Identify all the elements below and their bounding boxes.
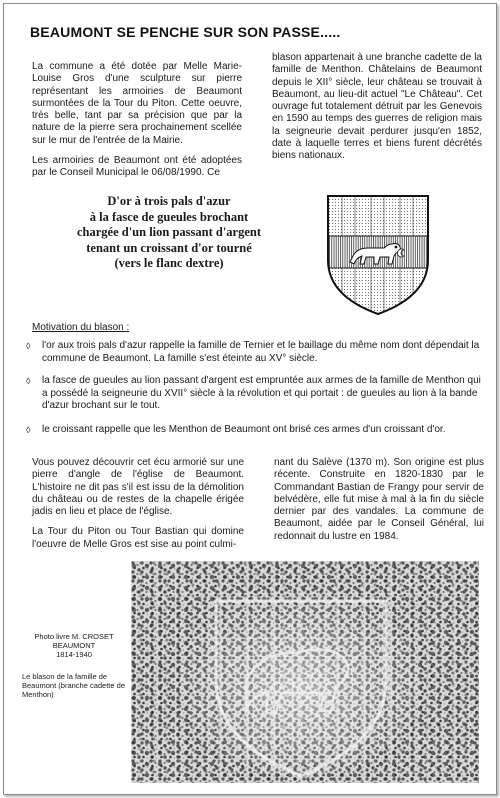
blazon-line: tenant un croissant d'or tourné (86, 240, 252, 255)
blazon-photo (131, 561, 479, 783)
intro-left-column (32, 61, 242, 188)
diamond-bullet-icon: ◊ (26, 425, 31, 435)
list-item-text: l'or aux trois pals d'azur rappelle la famille de Ternier et le baillage du même nom dont dépendait la commune de Beaumont. La famille s'est éteinte au XV° siècle. (42, 340, 480, 364)
diamond-bullet-icon: ◊ (26, 376, 31, 386)
paragraph: La Tour du Piton ou Tour Bastian qui domine l'oeuvre de Melle Gros est sise au point culmi- (32, 526, 244, 550)
paragraph: La commune a été dotée par Melle Marie-Louise Gros d'une sculpture sur pierre représentant les armoiries de Beaumont surmontées de la Tour du Piton. Cette oeuvre, très belle, tant par sa précision que par la nature de la pierre sera prochainement scellée sur le mur de l'entrée de la Mairie. (32, 61, 242, 146)
diamond-bullet-icon: ◊ (26, 341, 31, 351)
caption-line: BEAUMONT (52, 641, 96, 650)
paragraph: blason appartenait à une branche cadette de la famille de Menthon. Châtelains de Beaumont depuis le XII° siècle, leur château se trouvait à Beaumont, au lieu-dit actuel "Le Château". Cet ouvrage fut totalement détruit par les Genevois en 1590 au temps des guerres de religion mais la seigneurie devait perdurer jusqu'en 1852, date à laquelle terres et biens furent décrétés biens nationaux. (272, 52, 482, 162)
intro-right-column (272, 52, 482, 171)
list-item-text: le croissant rappelle que les Menthon de Beaumont ont brisé ces armes d'un croissant d'or. (42, 424, 446, 435)
paragraph: Vous pouvez découvrir cet écu armorié sur une pierre d'angle de l'église de Beaumont. L'histoire ne dit pas s'il est issu de la démolition du château ou de restes de la chapelle érigée jadis en lieu et place de l'église. (32, 457, 244, 518)
photo-caption: Le blason de la famille de Beaumont (branche cadette de Menthon) (22, 672, 125, 699)
photo-credit (22, 632, 126, 659)
paragraph: Les armoiries de Beaumont ont été adoptées par le Conseil Municipal le 06/08/1990. Ce (32, 155, 242, 179)
blazon-line: chargée d'un lion passant d'argent (76, 225, 262, 239)
blazon-line: D'or à trois pals d'azur (107, 194, 231, 208)
page-title: BEAUMONT SE PENCHE SUR SON PASSE..... (30, 24, 341, 40)
bottom-left-column (32, 457, 244, 559)
motivation-heading: Motivation du blason : (32, 322, 130, 333)
coat-of-arms-shield (322, 192, 434, 318)
blazon-description (34, 194, 304, 272)
blazon-line: à la fasce de gueules brochant (89, 209, 249, 224)
paragraph: nant du Salève (1370 m). Son origine est plus récente. Construite en 1820-1830 par le Commandant Bastian de Frangy pour servir de belvédère, elle fut mise à mal à la fin du siècle dernier par des vandales. La commune de Beaumont, aidée par le Conseil Général, lui redonnait du lustre en 1984. (274, 457, 484, 542)
blazon-line: (vers le flanc dextre) (114, 256, 224, 270)
caption-line: Photo livre M. CROSET (34, 632, 114, 641)
caption-line: 1814-1940 (56, 650, 92, 659)
list-item-text: la fasce de gueules au lion passant d'argent est empruntée aux armes de la famille de Menthon qui a possédé la seigneurie du XVII° siècle à la révolution et qui portait : de gueules au lion à la bande d'azur brochant sur le tout. (42, 375, 481, 411)
document-page (3, 3, 497, 795)
bottom-right-column (274, 457, 484, 551)
